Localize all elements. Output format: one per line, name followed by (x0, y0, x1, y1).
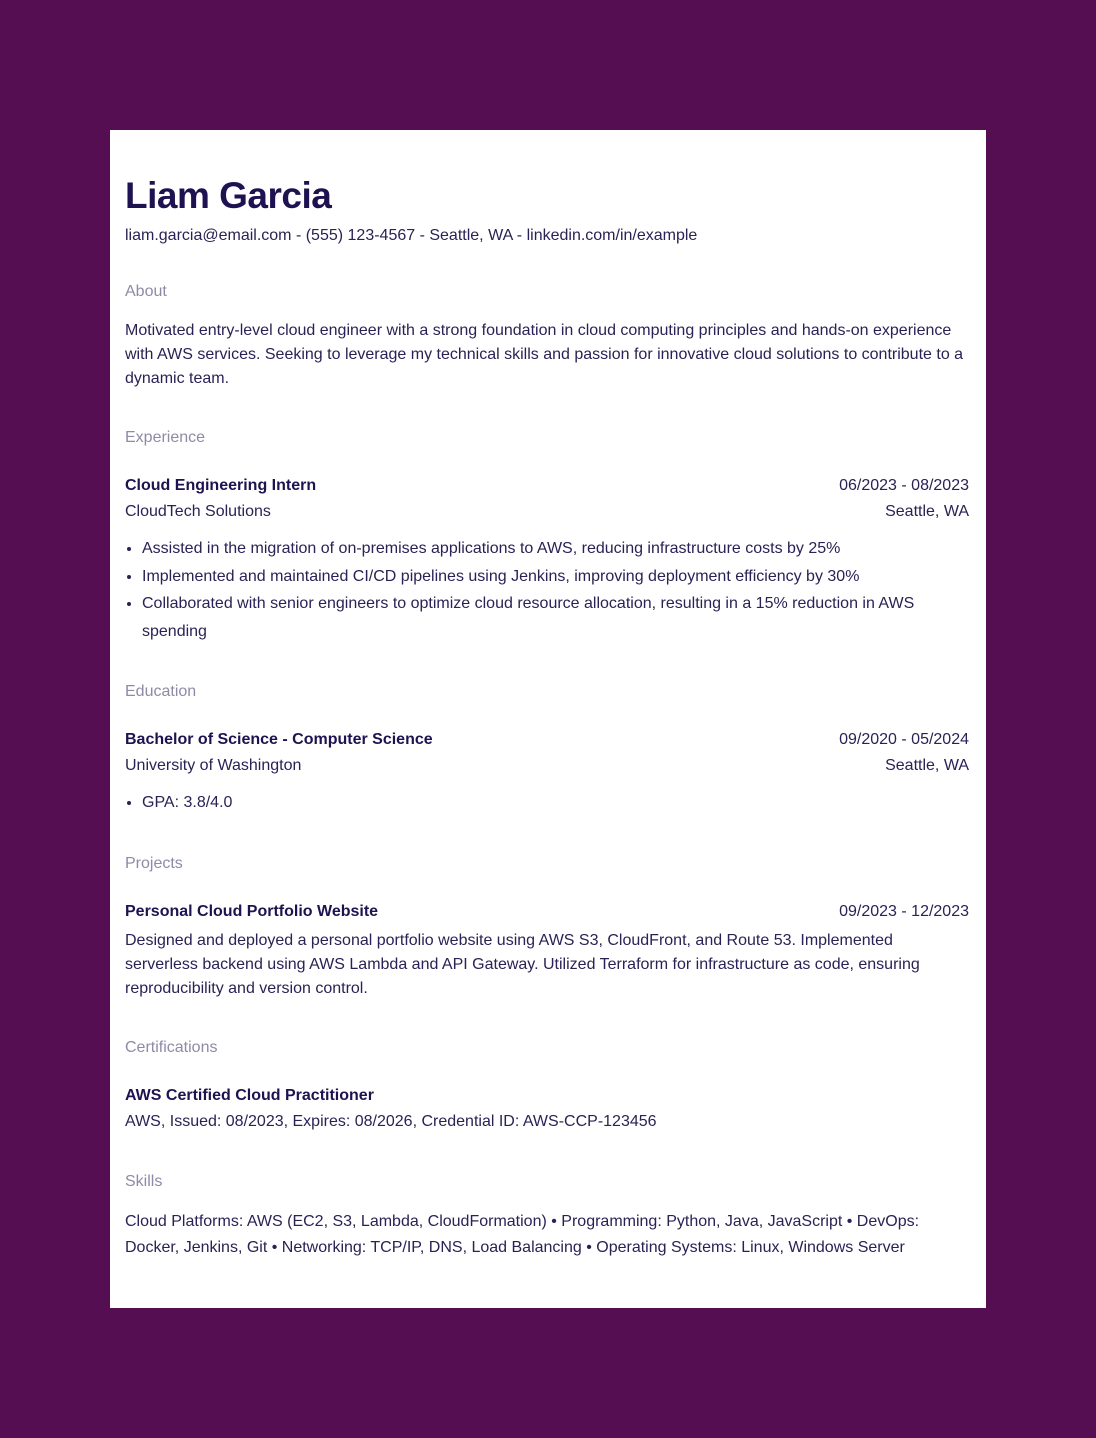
experience-header-row (125, 473, 969, 499)
project-name: Personal Cloud Portfolio Website (125, 902, 379, 920)
education-degree: Bachelor of Science - Computer Science (125, 731, 433, 749)
about-text: Motivated entry-level cloud engineer with a strong foundation in cloud computing principles and hands-on experience with AWS services. Seeking to leverage my technical skills and passion for innovative cloud solutions to contribute to a dynamic team. (125, 322, 964, 388)
section-title-experience: Experience (125, 429, 206, 447)
resume-page (110, 130, 986, 1308)
project-header-row (125, 899, 969, 925)
section-title-skills: Skills (125, 1172, 163, 1190)
experience-role: Cloud Engineering Intern (125, 477, 317, 495)
candidate-name: Liam Garcia (125, 175, 332, 216)
section-title-education: Education (125, 683, 197, 701)
certification-name-row (125, 1083, 969, 1109)
skills-text: Cloud Platforms: AWS (EC2, S3, Lambda, CloudFormation) • Programming: Python, Java, JavaScript • DevOps: Docker, Jenkins, Git • Networking: TCP/IP, DNS, Load Balancing • Operating Systems: Linux, Windows Server (125, 1212, 920, 1257)
list-item: • Assisted in the migration of on-premises applications to AWS, reducing infrastructure costs by 25% (142, 535, 969, 563)
education-school: University of Washington (125, 757, 302, 775)
certification-entry (125, 1083, 969, 1135)
education-location: Seattle, WA (885, 757, 969, 775)
list-item: • GPA: 3.8/4.0 (142, 789, 969, 817)
project-description: Designed and deployed a personal portfolio website using AWS S3, CloudFront, and Route 53. Implemented serverless backend using AWS Lambda and API Gateway. Utilized Terraform for infrastructure as code, ensuring reproducibility and version control. (125, 931, 920, 997)
education-school-row (125, 753, 969, 779)
education-dates: 09/2020 - 05/2024 (839, 731, 969, 749)
section-title-projects: Projects (125, 854, 183, 872)
experience-dates: 06/2023 - 08/2023 (839, 477, 969, 495)
experience-company: CloudTech Solutions (125, 503, 271, 521)
certification-name: AWS Certified Cloud Practitioner (125, 1086, 374, 1104)
experience-entry (125, 473, 969, 645)
contact-line: liam.garcia@email.com - (555) 123-4567 - Seattle, WA - linkedin.com/in/example (125, 227, 698, 245)
list-item: • Implemented and maintained CI/CD pipelines using Jenkins, improving deployment efficiency by 30% (142, 563, 969, 591)
certification-details-row (125, 1109, 969, 1135)
education-header-row (125, 727, 969, 753)
section-title-certifications: Certifications (125, 1038, 218, 1056)
list-item: • Collaborated with senior engineers to optimize cloud resource allocation, resulting in a 15% reduction in AWS spending (142, 590, 969, 645)
experience-bullets (125, 535, 969, 645)
education-entry (125, 727, 969, 817)
experience-location: Seattle, WA (885, 503, 969, 521)
certification-details: AWS, Issued: 08/2023, Expires: 08/2026, Credential ID: AWS-CCP-123456 (125, 1112, 657, 1130)
experience-company-row (125, 499, 969, 525)
project-dates: 09/2023 - 12/2023 (839, 902, 969, 920)
section-title-about: About (125, 283, 167, 301)
project-entry (125, 899, 969, 1001)
education-bullets (125, 789, 969, 817)
